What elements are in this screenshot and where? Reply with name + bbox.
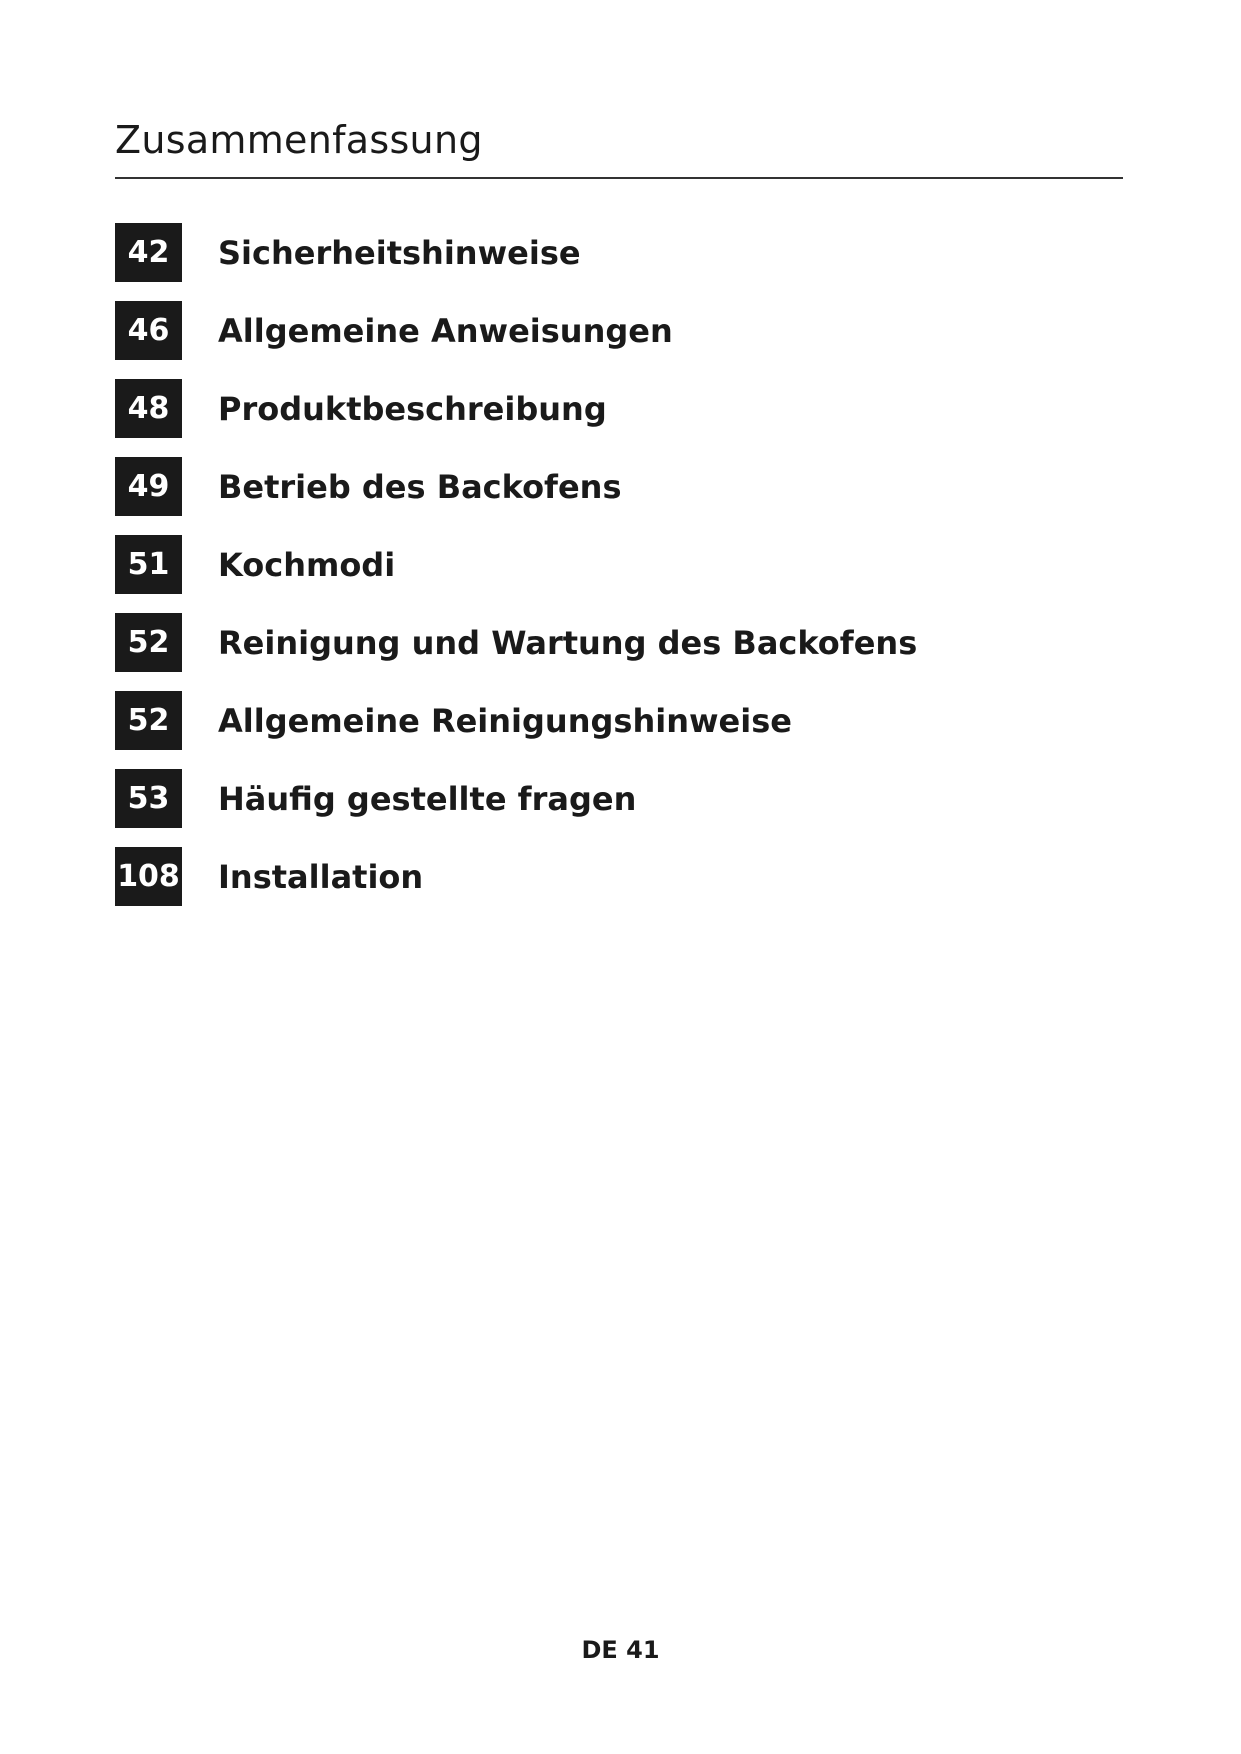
toc-entry-label[interactable]: Häufig gestellte fragen [218, 779, 637, 818]
toc-item-reinigung-und-wartung[interactable] [115, 613, 1123, 672]
page-footer-number: DE 41 [581, 1636, 660, 1664]
page-number-badge: 42 [115, 223, 182, 282]
toc-entry-label[interactable]: Reinigung und Wartung des Backofens [218, 623, 918, 662]
page-number-badge: 46 [115, 301, 182, 360]
toc-entry-label[interactable]: Allgemeine Reinigungshinweise [218, 701, 792, 740]
toc-entry-label[interactable]: Kochmodi [218, 545, 396, 584]
toc-entry-label[interactable]: Produktbeschreibung [218, 389, 607, 428]
page-number-badge: 51 [115, 535, 182, 594]
toc-entry-label[interactable]: Sicherheitshinweise [218, 233, 581, 272]
toc-entry-label[interactable]: Installation [218, 857, 424, 896]
toc-item-kochmodi[interactable] [115, 535, 1123, 594]
toc-entry-label[interactable]: Betrieb des Backofens [218, 467, 622, 506]
page-number-badge: 52 [115, 691, 182, 750]
toc-item-betrieb-des-backofens[interactable] [115, 457, 1123, 516]
toc-item-allgemeine-anweisungen[interactable] [115, 301, 1123, 360]
page-number-badge: 108 [115, 847, 182, 906]
page-number-badge: 52 [115, 613, 182, 672]
toc-entry-label[interactable]: Allgemeine Anweisungen [218, 311, 673, 350]
toc-item-produktbeschreibung[interactable] [115, 379, 1123, 438]
page-number-badge: 53 [115, 769, 182, 828]
toc-item-allgemeine-reinigungshinweise[interactable] [115, 691, 1123, 750]
page-number-badge: 48 [115, 379, 182, 438]
title-divider [115, 177, 1123, 179]
toc-item-sicherheitshinweise[interactable] [115, 223, 1123, 282]
table-of-contents [115, 223, 1123, 925]
toc-item-haeufig-gestellte-fragen[interactable] [115, 769, 1123, 828]
page-number-badge: 49 [115, 457, 182, 516]
toc-item-installation[interactable] [115, 847, 1123, 906]
page-title: Zusammenfassung [115, 118, 483, 162]
